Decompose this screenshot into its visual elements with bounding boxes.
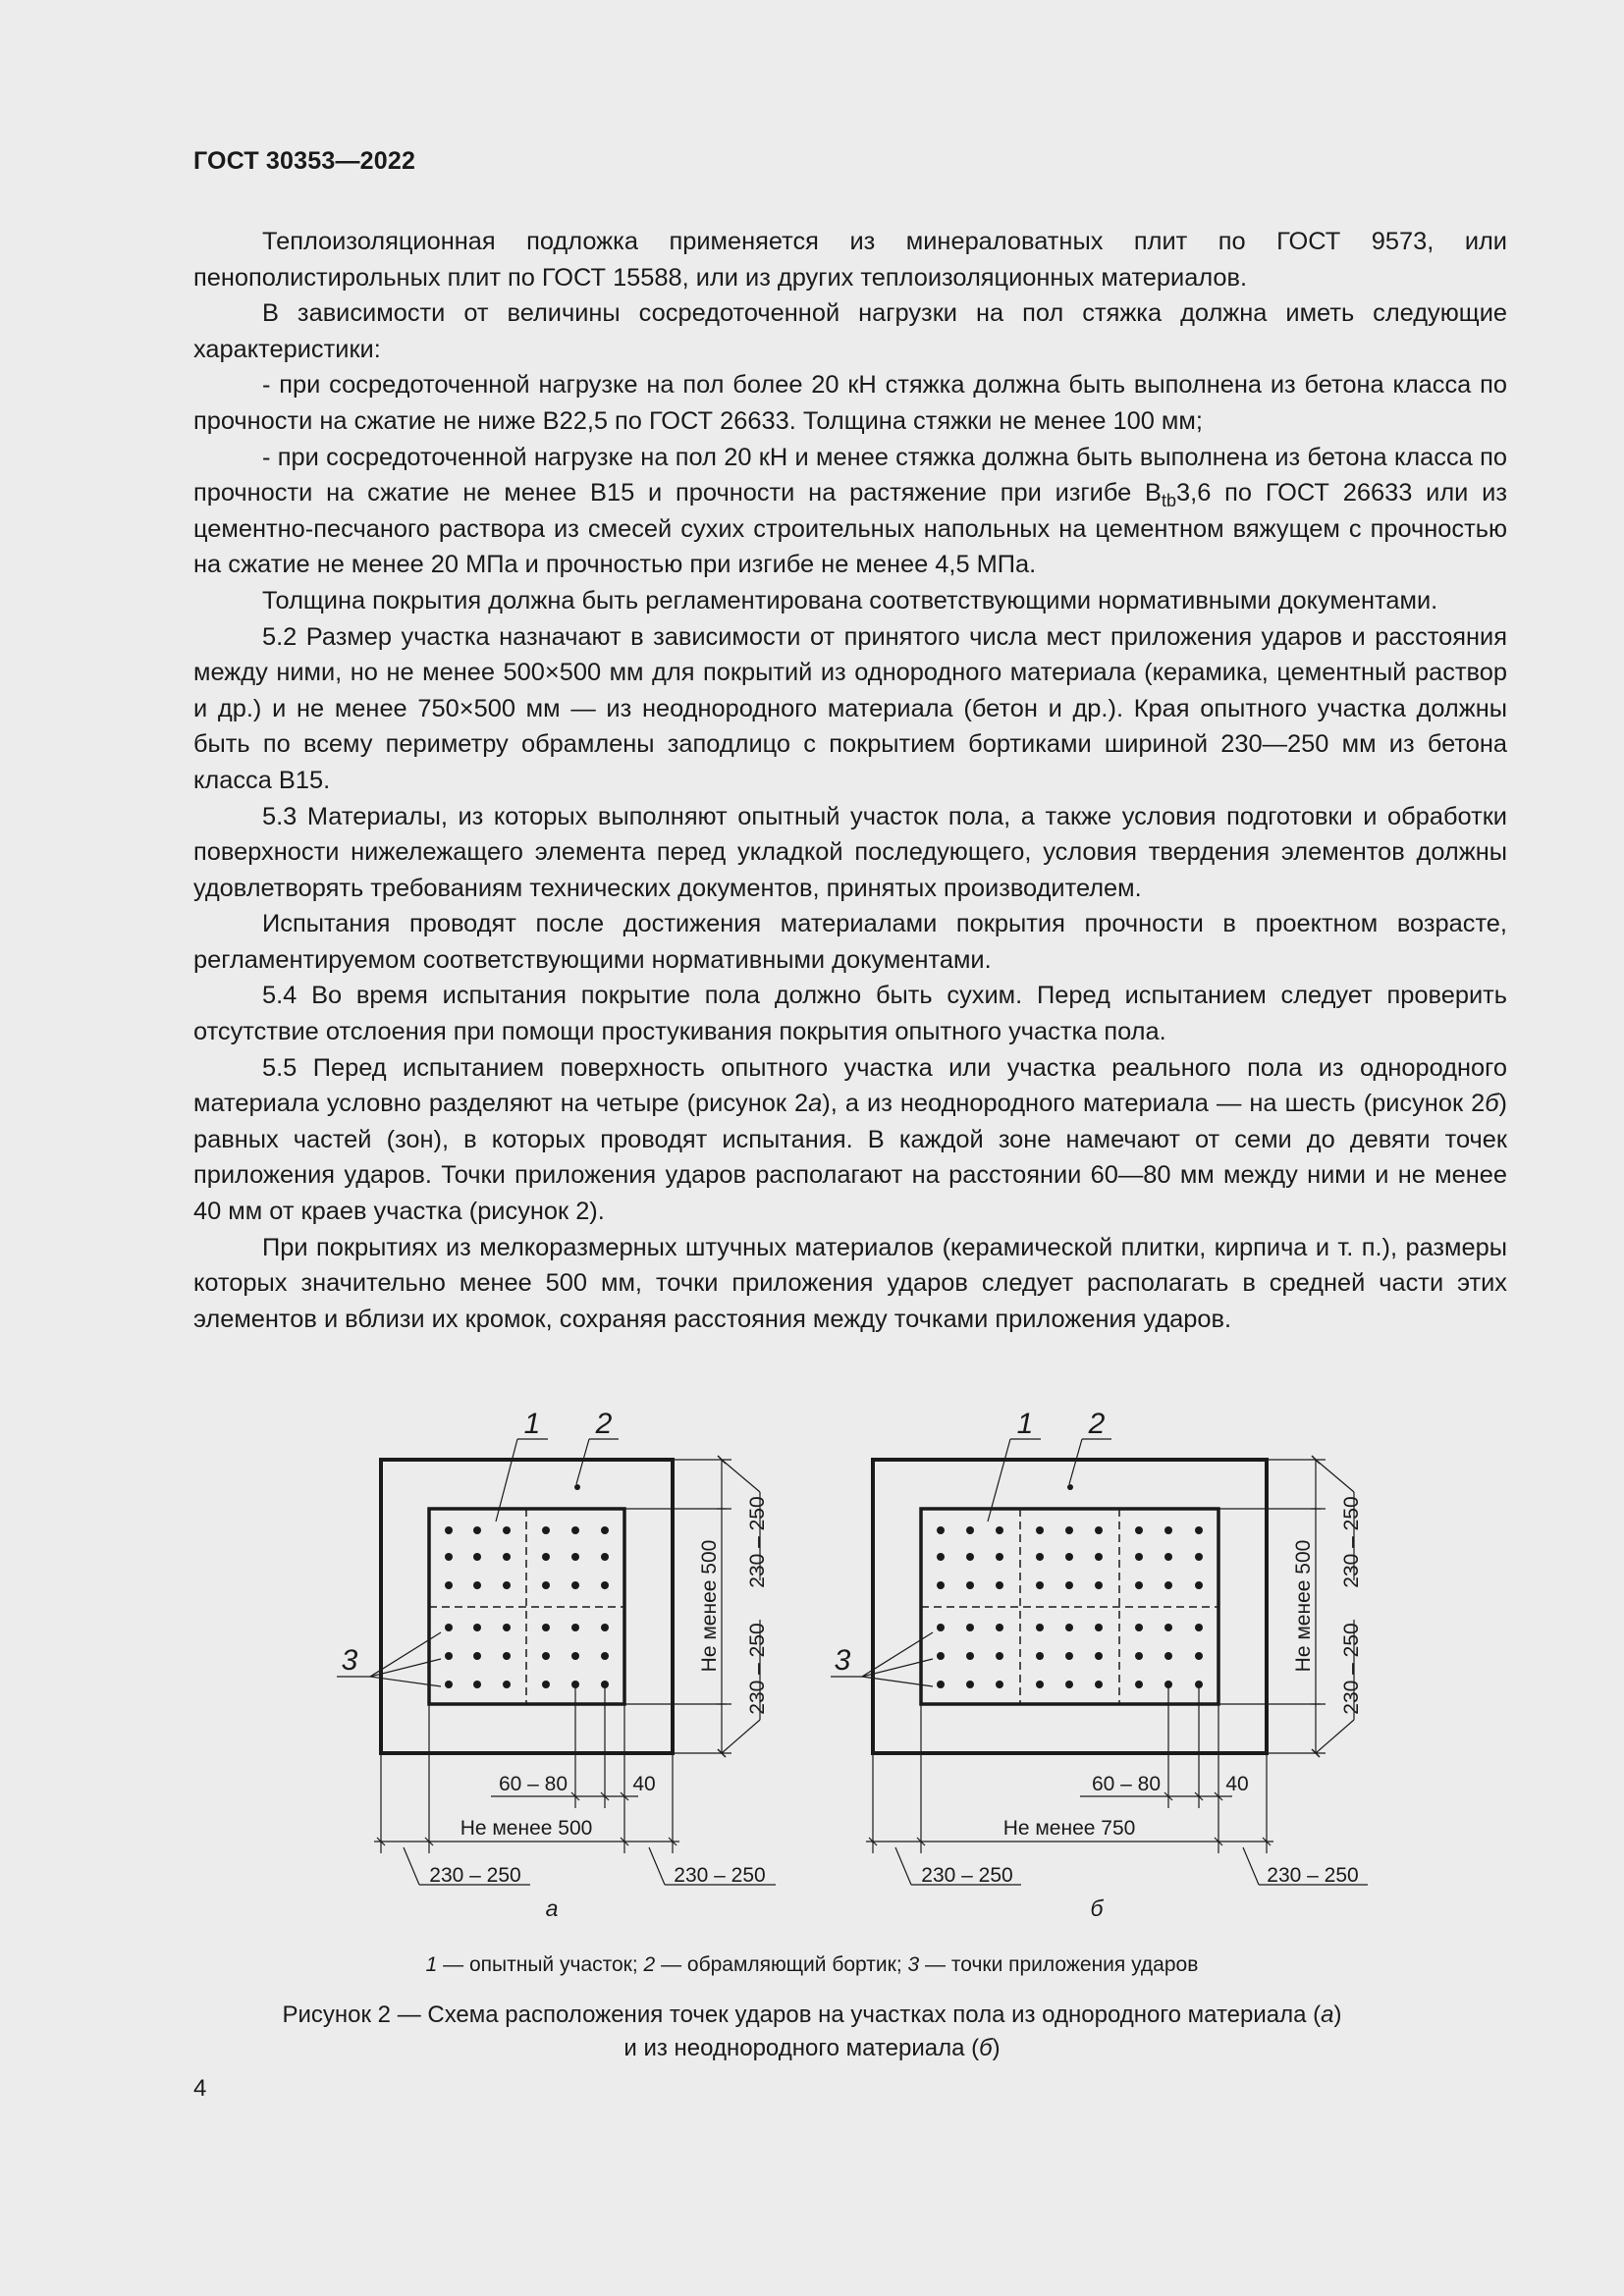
- caption-line-2: [0, 2032, 1624, 2065]
- text-run: 5.5 Перед испытанием поверхность опытного участка или участка реального пола из однородного материала условно разделяют на четыре (рисунок 2: [193, 1053, 1507, 1118]
- figure-caption: [0, 1999, 1624, 2065]
- caption-text: Рисунок 2 — Схема расположения точек ударов на участках пола из однородного материала (: [282, 2002, 1322, 2028]
- dim-230-250-upper: 230 – 250: [746, 1496, 769, 1588]
- dim-230-250-right: 230 – 250: [1267, 1864, 1359, 1887]
- paragraph: Толщина покрытия должна быть регламентирована соответствующими нормативными документами.: [262, 586, 1438, 614]
- callout-3: 3: [834, 1644, 851, 1677]
- dim-40: 40: [632, 1773, 656, 1795]
- caption-text: ): [1333, 2002, 1342, 2028]
- text-run: ), а из неоднородного материала — на шесть (рисунок 2: [822, 1090, 1486, 1118]
- dim-40: 40: [1225, 1773, 1249, 1795]
- caption-line-1: [0, 1999, 1624, 2032]
- dim-60-80: 60 – 80: [1091, 1773, 1162, 1795]
- paragraph: В зависимости от величины сосредоточенной нагрузки на пол стяжка должна иметь следующие характеристики:: [193, 299, 1507, 363]
- text-run: 3,6 по ГОСТ 26633 или из цементно-песчаного раствора из смесей сухих строительных напольных на цементном вяжущем с прочностью на сжатие не менее 20 МПа и прочностью при изгибе не менее 4,5 МПа.: [193, 479, 1507, 579]
- callout-1: 1: [1016, 1408, 1034, 1440]
- caption-italic: б: [979, 2035, 993, 2061]
- legend-number: 3: [907, 1953, 920, 1976]
- document-header: ГОСТ 30353—2022: [193, 147, 416, 175]
- dim-230-250-left: 230 – 250: [429, 1864, 521, 1887]
- callout-3: 3: [341, 1644, 358, 1677]
- paragraph: 5.3 Материалы, из которых выполняют опытный участок пола, а также условия подготовки и обработки поверхности нижележащего элемента перед укладкой последующего, условия твердения элементов должны удовлетворять требованиям технических документов, принятых производителем.: [193, 802, 1507, 902]
- legend-number: 2: [643, 1953, 656, 1976]
- paragraph: При покрытиях из мелкоразмерных штучных материалов (керамической плитки, кирпича и т. п.), размеры которых значительно менее 500 мм, точки приложения ударов следует располагать в средней части этих элементов и вблизи их кромок, сохраняя расстояния между точками приложения ударов.: [193, 1233, 1507, 1333]
- dim-230-250-lower: 230 – 250: [746, 1623, 769, 1715]
- callout-1: 1: [523, 1408, 541, 1440]
- legend-text: — обрамляющий бортик;: [655, 1953, 908, 1976]
- dim-min-500: Не менее 500: [460, 1817, 593, 1840]
- text-run: - при сосредоточенной нагрузке на пол 20 кН и менее стяжка должна быть выполнена из бетона класса по прочности на сжатие не менее В15 и прочности на растяжение при изгибе В: [193, 443, 1507, 507]
- dim-min-500-vertical: Не менее 500: [698, 1539, 721, 1673]
- dim-60-80: 60 – 80: [498, 1773, 568, 1795]
- page-number: 4: [193, 2075, 207, 2102]
- callout-2: 2: [1088, 1408, 1106, 1440]
- callout-2: 2: [595, 1408, 613, 1440]
- dim-230-250-lower: 230 – 250: [1340, 1623, 1363, 1715]
- diagram-a-labels: [342, 1408, 769, 1921]
- dim-min-500-vertical: Не менее 500: [1292, 1539, 1315, 1673]
- caption-text: и из неоднородного материала (: [623, 2035, 980, 2061]
- dim-min-750: Не менее 750: [1002, 1817, 1136, 1840]
- figure-legend: [0, 1953, 1624, 1977]
- paragraph: 5.2 Размер участка назначают в зависимости от принятого числа мест приложения ударов и расстояния между ними, но не менее 500×500 мм для покрытий из однородного материала (керамика, цементный раствор и др.) и не менее 750×500 мм — из неоднородного материала (бетон и др.). Края опытного участка должны быть по всему периметру обрамлены заподлицо с покрытием бортиками шириной 230—250 мм из бетона класса В15.: [193, 622, 1507, 794]
- label-a: а: [545, 1896, 559, 1921]
- dim-230-250-upper: 230 – 250: [1340, 1496, 1363, 1588]
- caption-italic: а: [1321, 2002, 1334, 2028]
- text-run: ) равных частей (зон), в которых проводят испытания. В каждой зоне намечают от семи до девяти точек приложения ударов. Точки приложения ударов располагают на расстоянии 60—80 мм между ними и не менее 40 мм от краев участка (рисунок 2).: [193, 1090, 1507, 1226]
- legend-text: — точки приложения ударов: [919, 1953, 1199, 1976]
- legend-number: 1: [425, 1953, 438, 1976]
- border-rect: [381, 1460, 673, 1753]
- text-run-italic: а: [808, 1090, 823, 1118]
- label-b: б: [1090, 1896, 1104, 1921]
- subscript: tb: [1162, 491, 1177, 511]
- paragraph: 5.4 Во время испытания покрытие пола должно быть сухим. Перед испытанием следует проверить отсутствие отслоения при помощи простукивания покрытия опытного участка пола.: [193, 982, 1507, 1046]
- dim-230-250-right: 230 – 250: [674, 1864, 766, 1887]
- paragraph: Испытания проводят после достижения материалами покрытия прочности в проектном возрасте, регламентируемом соответствующими нормативными документами.: [193, 910, 1507, 974]
- text-run-italic: б: [1485, 1090, 1499, 1118]
- legend-text: — опытный участок;: [437, 1953, 644, 1976]
- dim-230-250-left: 230 – 250: [921, 1864, 1013, 1887]
- caption-text: ): [992, 2035, 1001, 2061]
- paragraph: - при сосредоточенной нагрузке на пол более 20 кН стяжка должна быть выполнена из бетона класса по прочности на сжатие не ниже В22,5 по ГОСТ 26633. Толщина стяжки не менее 100 мм;: [193, 371, 1507, 435]
- paragraph: Теплоизоляционная подложка применяется из минераловатных плит по ГОСТ 9573, или пенополистирольных плит по ГОСТ 15588, или из других теплоизоляционных материалов.: [193, 228, 1507, 292]
